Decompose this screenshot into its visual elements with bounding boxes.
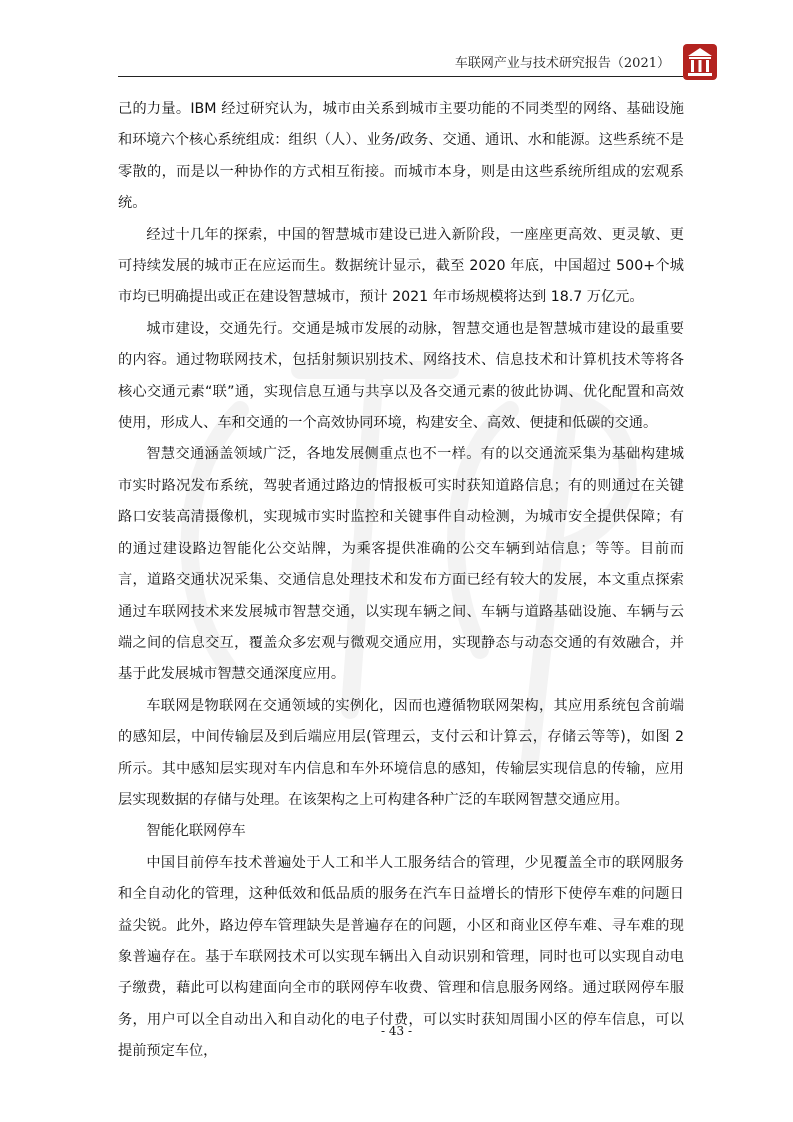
paragraph-5: 车联网是物联网在交通领域的实例化，因而也遵循物联网架构，其应用系统包含前端的感知层，中间传输层及到后端应用层(管理云，支付云和计算云，存储云等等)，如图 2 所示。其中感知层实现对车内信息和车外环境信息的感知，传输层实现信息的传输，应用层实现数据的存储与处理。在该架构之上可构建各种广泛的车联网智慧交通应用。 [118, 697, 684, 808]
page-number: - 43 - [380, 1024, 412, 1038]
institute-building-logo [683, 44, 717, 80]
header-title: 车联网产业与技术研究报告（2021） [454, 56, 670, 71]
header-divider [118, 76, 683, 77]
body-content [118, 94, 684, 1068]
paragraph-3: 城市建设，交通先行。交通是城市发展的动脉，智慧交通也是智慧城市建设的最重要的内容。通过物联网技术，包括射频识别技术、网络技术、信息技术和计算机技术等将各核心交通元素“联”通，实现信息互通与共享以及各交通元素的彼此协调、优化配置和高效使用，形成人、车和交通的一个高效协同环境，构建安全、高效、便捷和低碳的交通。 [118, 320, 684, 432]
section-subheading: 智能化联网停车 [146, 823, 246, 840]
paragraph-6: 中国目前停车技术普遍处于人工和半人工服务结合的管理，少见覆盖全市的联网服务和全自动化的管理，这种低效和低品质的服务在汽车日益增长的情形下使停车难的问题日益尖锐。此外，路边停车管理缺失是普遍存在的问题，小区和商业区停车难、寻车难的现象普遍存在。基于车联网技术可以实现车辆出入自动识别和管理，同时也可以实现自动电子缴费，藉此可以构建面向全市的联网停车收费、管理和信息服务网络。通过联网停车服务，用户可以全自动出入和自动化的电子付费，可以实时获知周围小区的停车信息，可以提前预定车位， [118, 854, 684, 1060]
paragraph-4: 智慧交通涵盖领域广泛，各地发展侧重点也不一样。有的以交通流采集为基础构建城市实时路况发布系统，驾驶者通过路边的情报板可实时获知道路信息；有的则通过在关键路口安装高清摄像机，实现城市实时监控和关键事件自动检测，为城市安全提供保障；有的通过建设路边智能化公交站牌，为乘客提供准确的公交车辆到站信息；等等。目前而言，道路交通状况采集、交通信息处理技术和发布方面已经有较大的发展，本文重点探索通过车联网技术来发展城市智慧交通，以实现车辆之间、车辆与道路基础设施、车辆与云端之间的信息交互，覆盖众多宏观与微观交通应用，实现静态与动态交通的有效融合，并基于此发展城市智慧交通深度应用。 [118, 446, 684, 683]
paragraph-2: 经过十几年的探索，中国的智慧城市建设已进入新阶段，一座座更高效、更灵敏、更可持续发展的城市正在应运而生。数据统计显示，截至 2020 年底，中国超过 500+个城市均已明确提出或正在建设智慧城市，预计 2021 年市场规模将达到 18.7 万亿元。 [118, 226, 684, 306]
paragraph-1: 己的力量。IBM 经过研究认为，城市由关系到城市主要功能的不同类型的网络、基础设施和环境六个核心系统组成：组织（人）、业务/政务、交通、通讯、水和能源。这些系统不是零散的，而是以一种协作的方式相互衔接。而城市本身，则是由这些系统所组成的宏观系统。 [118, 101, 684, 212]
